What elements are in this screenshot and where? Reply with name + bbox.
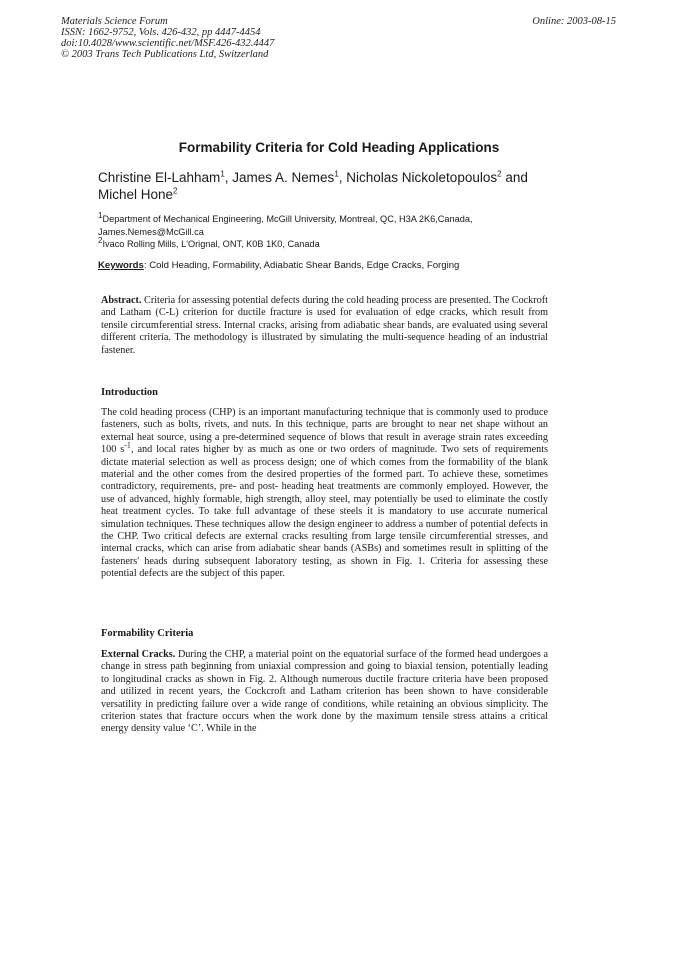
- abstract-label: Abstract.: [101, 295, 142, 306]
- journal-name: Materials Science Forum: [61, 16, 168, 27]
- keywords-label: Keywords: [98, 260, 144, 271]
- section-heading-introduction: Introduction: [101, 387, 158, 398]
- external-cracks-paragraph: [101, 649, 548, 736]
- section-heading-formability: Formability Criteria: [101, 628, 194, 639]
- affil-mark: 1: [98, 210, 103, 220]
- keywords-text: : Cold Heading, Formability, Adiabatic Shear Bands, Edge Cracks, Forging: [143, 260, 460, 271]
- affiliation-1: [98, 210, 558, 226]
- author-affil-mark: 2: [173, 186, 178, 196]
- author-name: , James A. Nemes: [224, 170, 335, 185]
- author-name: Michel Hone: [98, 187, 174, 202]
- online-date: Online: 2003-08-15: [532, 16, 616, 27]
- unit-exponent: -1: [124, 440, 131, 450]
- affil-mark: 2: [98, 235, 103, 245]
- affiliation-text: Ivaco Rolling Mills, L'Orignal, ONT, K0B 1K0, Canada: [102, 239, 320, 249]
- subsection-label: External Cracks.: [101, 649, 176, 660]
- intro-text: The cold heading process (CHP) is an important manufacturing technique that is commonly used to produce fasteners, such as bolts, rivets, and nuts. In this technique, parts are brought to near net shape without an external heat source, using a pre-determined sequence of blows that result in average strain rates exceeding 100 s: [101, 407, 548, 456]
- author-affil-mark: 1: [220, 169, 225, 179]
- author-name: Christine El-Lahham: [98, 170, 221, 185]
- affiliations: [98, 210, 558, 251]
- author-separator: and: [501, 170, 528, 185]
- introduction-paragraph: [101, 407, 548, 581]
- author-name: , Nicholas Nickoletopoulos: [338, 170, 498, 185]
- paper-title: Formability Criteria for Cold Heading Applications: [178, 140, 500, 155]
- author-affil-mark: 1: [334, 169, 339, 179]
- author-email: James.Nemes@McGill.ca: [98, 226, 204, 237]
- intro-text-rest: , and local rates higher by as much as one or two orders of magnitude. Two sets of requirements dictate material selection as well as process design; one of which comes from the formability of the blank material and the other comes from the desired properties of the formed part. To achieve these, sometimes contradictory, requirements, pre- and post- heading heat treatments are commonly employed. However, the use of advanced, highly formable, high strength, alloy steel, may potentially be used to eliminate the costly heat treatment cycles. To take full advantage of these steels it is mandatory to use accurate numerical simulation techniques. These techniques allow the design engineer to address a number of potential defects in the CHP. Two critical defects are external cracks resulting from large tensile circumferential stresses, and internal cracks, which can arise from adiabatic shear bands (ASBs) and sometimes result in splitting of the fasteners' heads during subsequent laboratory testing, as shown in Fig. 1. Criteria for assessing these potential defects are the subject of this paper.: [101, 444, 548, 580]
- keywords: [98, 260, 459, 271]
- journal-header: [61, 16, 274, 60]
- journal-issn: ISSN: 1662-9752, Vols. 426-432, pp 4447-4454: [61, 27, 261, 38]
- abstract: [101, 295, 548, 357]
- journal-doi: doi:10.4028/www.scientific.net/MSF.426-432.4447: [61, 38, 275, 49]
- author-affil-mark: 2: [497, 169, 502, 179]
- external-cracks-text: During the CHP, a material point on the equatorial surface of the formed head undergoes a change in stress path beginning from uniaxial compression and going to biaxial tension, potentially leading to longitudinal cracks as shown in Fig. 2. Although numerous ductile fracture criteria have been proposed and utilized in recent years, the Cockcroft and Latham criterion has been shown to have considerable versatility in predicting failure over a wide range of conditions, while retaining an obvious simplicity. The criterion states that fracture occurs when the work done by the maximum tensile stress attains a critical energy density value ‘C’. While in the: [101, 649, 548, 735]
- author-list: [98, 169, 538, 203]
- affiliation-2: [98, 235, 558, 251]
- journal-copyright: © 2003 Trans Tech Publications Ltd, Switzerland: [61, 49, 269, 60]
- abstract-text: Criteria for assessing potential defects during the cold heading process are presented. The Cockroft and Latham (C-L) criterion for ductile fracture is used for evaluation of edge cracks, which result from tensile circumferential stress. Internal cracks, arising from adiabatic shear bands, are evaluated using several different criteria. The methodology is illustrated by simulating the multi-sequence heading of an industrial fastener.: [101, 295, 548, 356]
- affiliation-text: Department of Mechanical Engineering, McGill University, Montreal, QC, H3A 2K6,Canada,: [102, 214, 473, 224]
